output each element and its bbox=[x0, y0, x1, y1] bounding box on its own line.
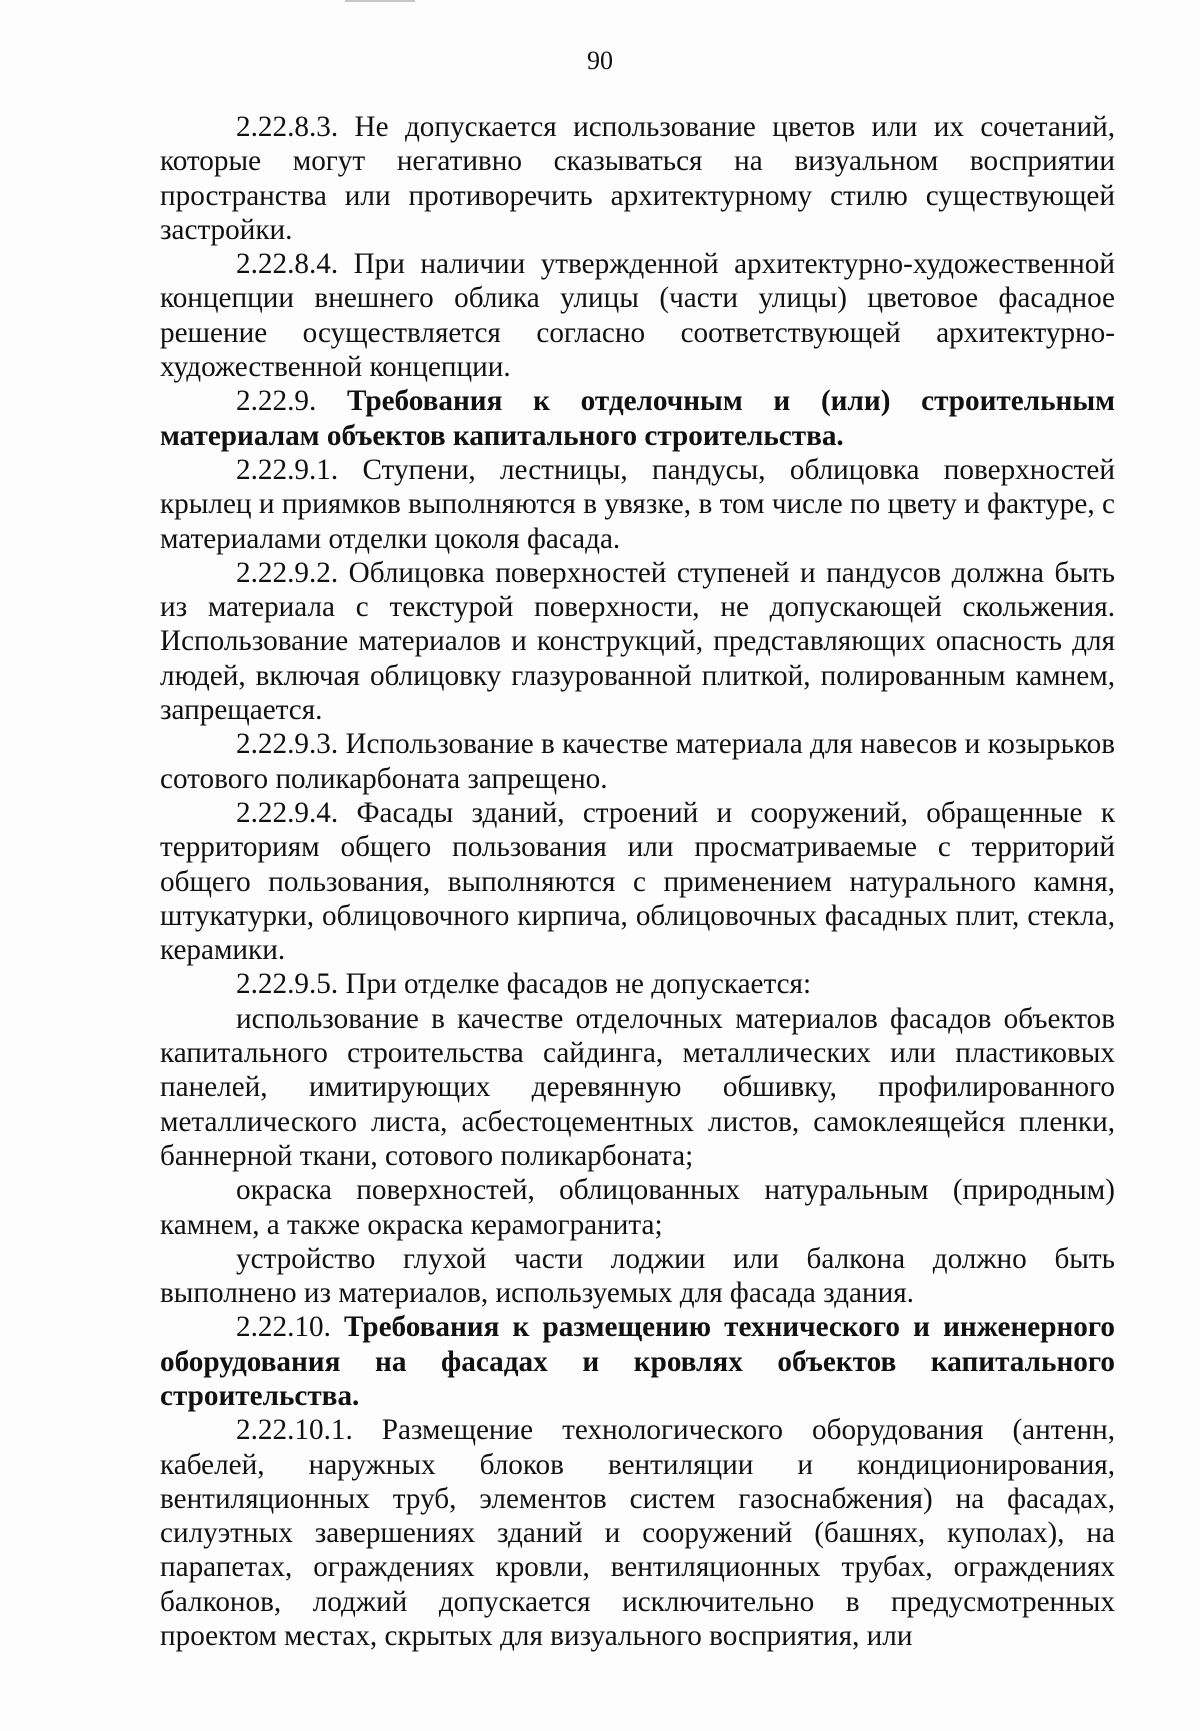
paragraph-text: устройство глухой части лоджии или балкона должно быть выполнено из материалов, используемых для фасада здания. bbox=[160, 1242, 1115, 1310]
section-title: Требования к размещению технического и инженерного оборудования на фасадах и кровлях объектов капитального строительства. bbox=[160, 1311, 1116, 1412]
section-number: 2.22.9. bbox=[236, 385, 347, 418]
paragraph-2-22-9-4 bbox=[160, 796, 1115, 967]
paragraph-text: использование в качестве отделочных материалов фасадов объектов капитального строительства сайдинга, металлических или пластиковых панелей, имитирующих деревянную обшивку, профилированного металлического листа, асбестоцементных листов, самоклеящейся пленки, баннерной ткани, сотового поликарбоната; bbox=[160, 1002, 1115, 1172]
paragraph-text: окраска поверхностей, облицованных натуральным (природным) камнем, а также окраска керамогранита; bbox=[160, 1174, 1115, 1241]
list-item bbox=[160, 1242, 1115, 1311]
scan-artifact bbox=[345, 0, 415, 2]
paragraph-text: 2.22.8.3. Не допускается использование цветов или их сочетаний, которые могут негативно сказываться на визуальном восприятии пространства или противоречить архитектурному стилю существующей застройки. bbox=[160, 111, 1115, 246]
page-number: 90 bbox=[587, 46, 613, 75]
document-body bbox=[160, 110, 1115, 1653]
section-number: 2.22.10. bbox=[236, 1311, 345, 1344]
paragraph-2-22-9-2 bbox=[160, 556, 1115, 727]
paragraph-2-22-8-3 bbox=[160, 110, 1115, 247]
paragraph-text: 2.22.9.5. При отделке фасадов не допускается: bbox=[236, 968, 812, 1001]
section-title: Требования к отделочным и (или) строительным материалам объектов капитального строительства. bbox=[160, 385, 1116, 452]
paragraph-2-22-9-5 bbox=[160, 967, 1115, 1001]
paragraph-text: 2.22.8.4. При наличии утвержденной архитектурно-художественной концепции внешнего облика улицы (части улицы) цветовое фасадное решение осуществляется согласно соответствующей архитектурно-художественной концепции. bbox=[160, 248, 1115, 384]
paragraph-2-22-9-3 bbox=[160, 727, 1115, 796]
paragraph-text: 2.22.9.1. Ступени, лестницы, пандусы, облицовка поверхностей крылец и приямков выполняются в увязке, в том числе по цвету и фактуре, с материалами отделки цоколя фасада. bbox=[160, 453, 1115, 555]
paragraph-text: 2.22.9.3. Использование в качестве материала для навесов и козырьков сотового поликарбоната запрещено. bbox=[160, 728, 1115, 795]
paragraph-2-22-9-1 bbox=[160, 453, 1115, 556]
paragraph-text: 2.22.10.1. Размещение технологического оборудования (антенн, кабелей, наружных блоков вентиляции и кондиционирования, вентиляционных труб, элементов систем газоснабжения) на фасадах, силуэтных завершениях зданий и сооружений (башнях, куполах), на парапетах, ограждениях кровли, вентиляционных трубах, ограждениях балконов, лоджий допускается исключительно в предусмотренных проектом местах, скрытых для визуального восприятия, или bbox=[160, 1414, 1115, 1653]
section-heading-2-22-10 bbox=[160, 1310, 1115, 1413]
paragraph-text: 2.22.9.2. Облицовка поверхностей ступеней и пандусов должна быть из материала с текстурой поверхности, не допускающей скольжения. Использование материалов и конструкций, представляющих опасность для людей, включая облицовку глазурованной плиткой, полированным камнем, запрещается. bbox=[160, 556, 1115, 727]
paragraph-text: 2.22.9.4. Фасады зданий, строений и сооружений, обращенные к территориям общего пользования или просматриваемые с территорий общего пользования, выполняются с применением натурального камня, штукатурки, облицовочного кирпича, облицовочных фасадных плит, стекла, керамики. bbox=[160, 796, 1115, 967]
list-item bbox=[160, 1173, 1115, 1242]
section-heading-2-22-9 bbox=[160, 384, 1115, 453]
paragraph-2-22-10-1 bbox=[160, 1413, 1115, 1653]
paragraph-2-22-8-4 bbox=[160, 247, 1115, 384]
list-item bbox=[160, 1002, 1115, 1173]
